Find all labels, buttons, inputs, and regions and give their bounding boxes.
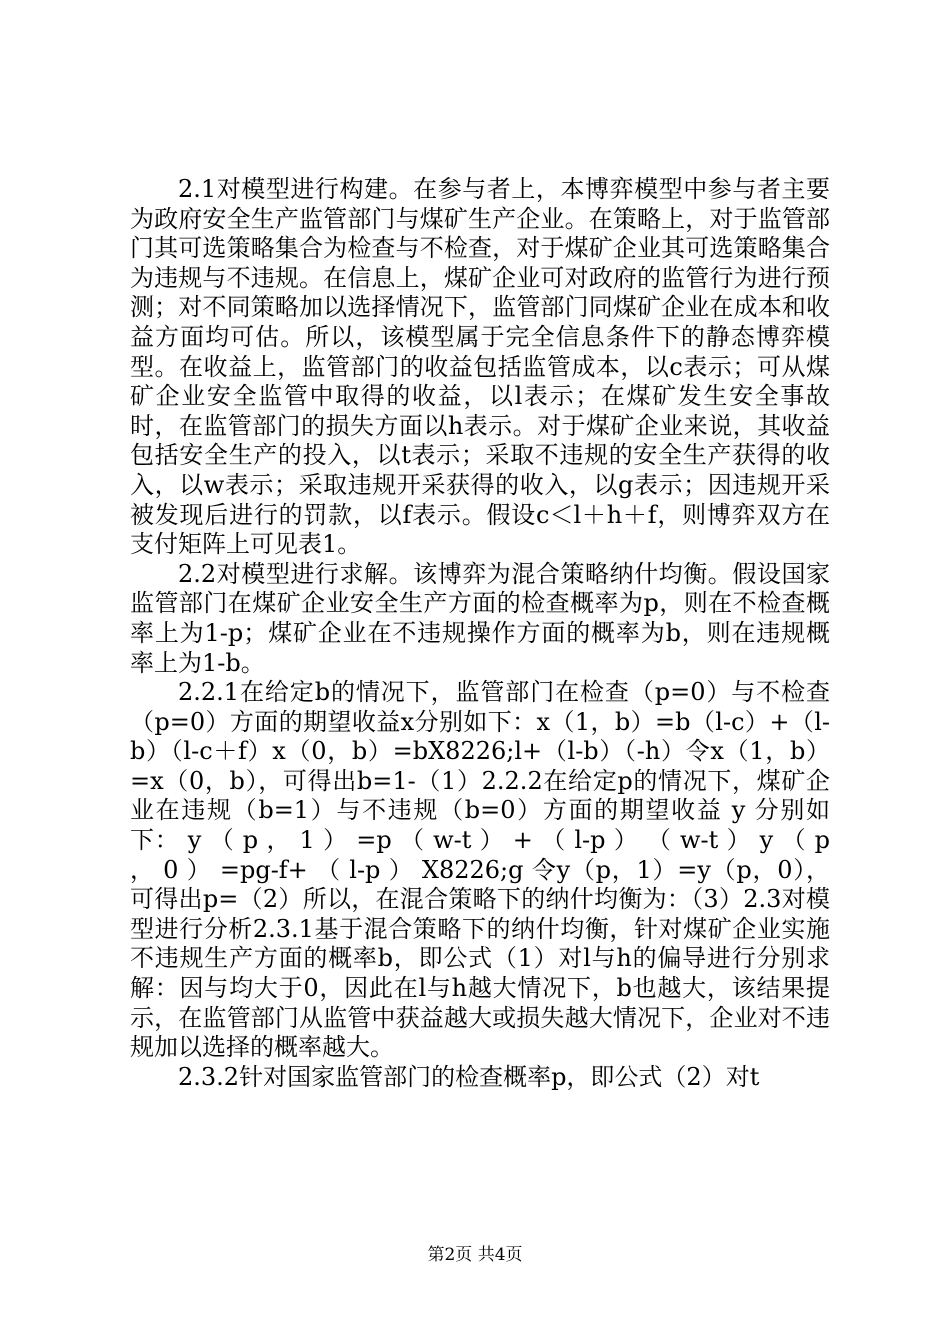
paragraph-2-2-1: 2.2.1在给定b的情况下，监管部门在检查（p=0）与不检查（p=0）方面的期望收益x分别如下：x（1，b）=b（l-c）+（l-b）（l-c＋f）x（0，b）=bX8226;l+（l-b）（-h）令x（1，b）=x（0，b），可得出b=1-（1）2.2.2在给定p的情况下，煤矿企业在违规（b=1）与不违规（b=0）方面的期望收益 y 分别如下： y （ p ， 1 ） =p （ w-t ） + （ l-p ） （ w-t ） y （ p ， 0 ） =pg-f+ （ l-p ） X8226;g 令y（p，1）=y（p，0），可得出p=（2）所以，在混合策略下的纳什均衡为：（3）2.3对模型进行分析2.3.1基于混合策略下的纳什均衡，针对煤矿企业实施不违规生产方面的概率b，即公式（1）对l与h的偏导进行分别求解：因与均大于0，因此在l与h越大情况下，b也越大，该结果提示，在监管部门从监管中获益越大或损失越大情况下，企业对不违规加以选择的概率越大。: [130, 678, 830, 1062]
paragraph-2-1: 2.1对模型进行构建。在参与者上，本博弈模型中参与者主要为政府安全生产监管部门与煤矿生产企业。在策略上，对于监管部门其可选策略集合为检查与不检查，对于煤矿企业其可选策略集合为违规与不违规。在信息上，煤矿企业可对政府的监管行为进行预测；对不同策略加以选择情况下，监管部门同煤矿企业在成本和收益方面均可估。所以，该模型属于完全信息条件下的静态博弈模型。在收益上，监管部门的收益包括监管成本，以c表示；可从煤矿企业安全监管中取得的收益，以l表示；在煤矿发生安全事故时，在监管部门的损失方面以h表示。对于煤矿企业来说，其收益包括安全生产的投入，以t表示；采取不违规的安全生产获得的收入，以w表示；采取违规开采获得的收入，以g表示；因违规开采被发现后进行的罚款，以f表示。假设c＜l＋h＋f，则博弈双方在支付矩阵上可见表1。: [130, 175, 830, 559]
page-footer: 第2页 共4页: [427, 1245, 523, 1265]
paragraph-2-2: 2.2对模型进行求解。该博弈为混合策略纳什均衡。假设国家监管部门在煤矿企业安全生产方面的检查概率为p，则在不检查概率上为1-p；煤矿企业在不违规操作方面的概率为b，则在违规概率上为1-b。: [130, 559, 830, 677]
paragraph-2-3-2: 2.3.2针对国家监管部门的检查概率p，即公式（2）对t: [178, 1062, 760, 1091]
body-text: [130, 175, 830, 1092]
